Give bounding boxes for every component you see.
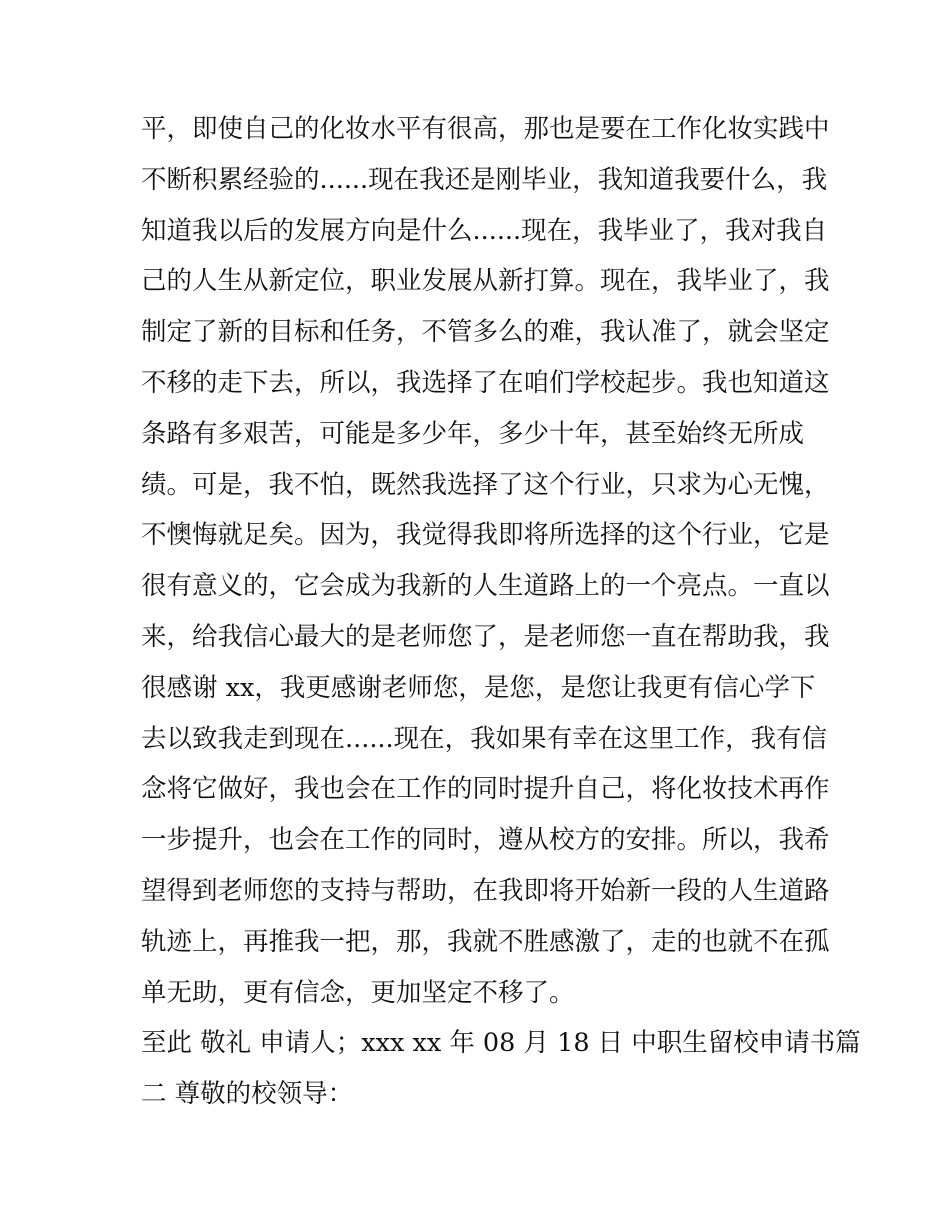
text-line: 很感谢 xx，我更感谢老师您，是您，是您让我更有信心学下 [141, 672, 816, 703]
text-line: 不断积累经验的......现在我还是刚毕业，我知道我要什么，我 [141, 164, 828, 195]
text-line: 轨迹上，再推我一把，那，我就不胜感激了，走的也就不在孤 [141, 926, 830, 957]
signature-line: 至此 敬礼 申请人；xxx xx 年 08 月 18 日 中职生留校申请书篇 [141, 1028, 861, 1059]
text-line: 望得到老师您的支持与帮助，在我即将开始新一段的人生道路 [141, 875, 830, 906]
text-line: 制定了新的目标和任务，不管多么的难，我认准了，就会坚定 [141, 317, 830, 348]
section-heading-line: 二 尊敬的校领导： [141, 1079, 354, 1110]
text-line: 知道我以后的发展方向是什么......现在，我毕业了，我对我自 [141, 215, 828, 246]
text-line: 条路有多艰苦，可能是多少年，多少十年，甚至始终无所成 [141, 418, 805, 449]
text-line: 不移的走下去，所以，我选择了在咱们学校起步。我也知道这 [141, 367, 830, 398]
text-line: 一步提升，也会在工作的同时，遵从校方的安排。所以，我希 [141, 825, 830, 856]
text-line: 去以致我走到现在......现在，我如果有幸在这里工作，我有信 [141, 723, 828, 754]
text-line: 单无助，更有信念，更加坚定不移了。 [141, 977, 575, 1008]
text-line: 念将它做好，我也会在工作的同时提升自己，将化妆技术再作 [141, 774, 830, 805]
text-line: 来，给我信心最大的是老师您了，是老师您一直在帮助我，我 [141, 621, 830, 652]
text-line: 不懊悔就足矣。因为，我觉得我即将所选择的这个行业，它是 [141, 520, 830, 551]
text-line: 己的人生从新定位，职业发展从新打算。现在，我毕业了，我 [141, 266, 830, 297]
body-text [141, 104, 861, 1120]
text-line: 平，即使自己的化妆水平有很高，那也是要在工作化妆实践中 [141, 114, 830, 144]
text-line: 绩。可是，我不怕，既然我选择了这个行业，只求为心无愧， [141, 469, 830, 500]
text-line: 很有意义的，它会成为我新的人生道路上的一个亮点。一直以 [141, 571, 830, 602]
